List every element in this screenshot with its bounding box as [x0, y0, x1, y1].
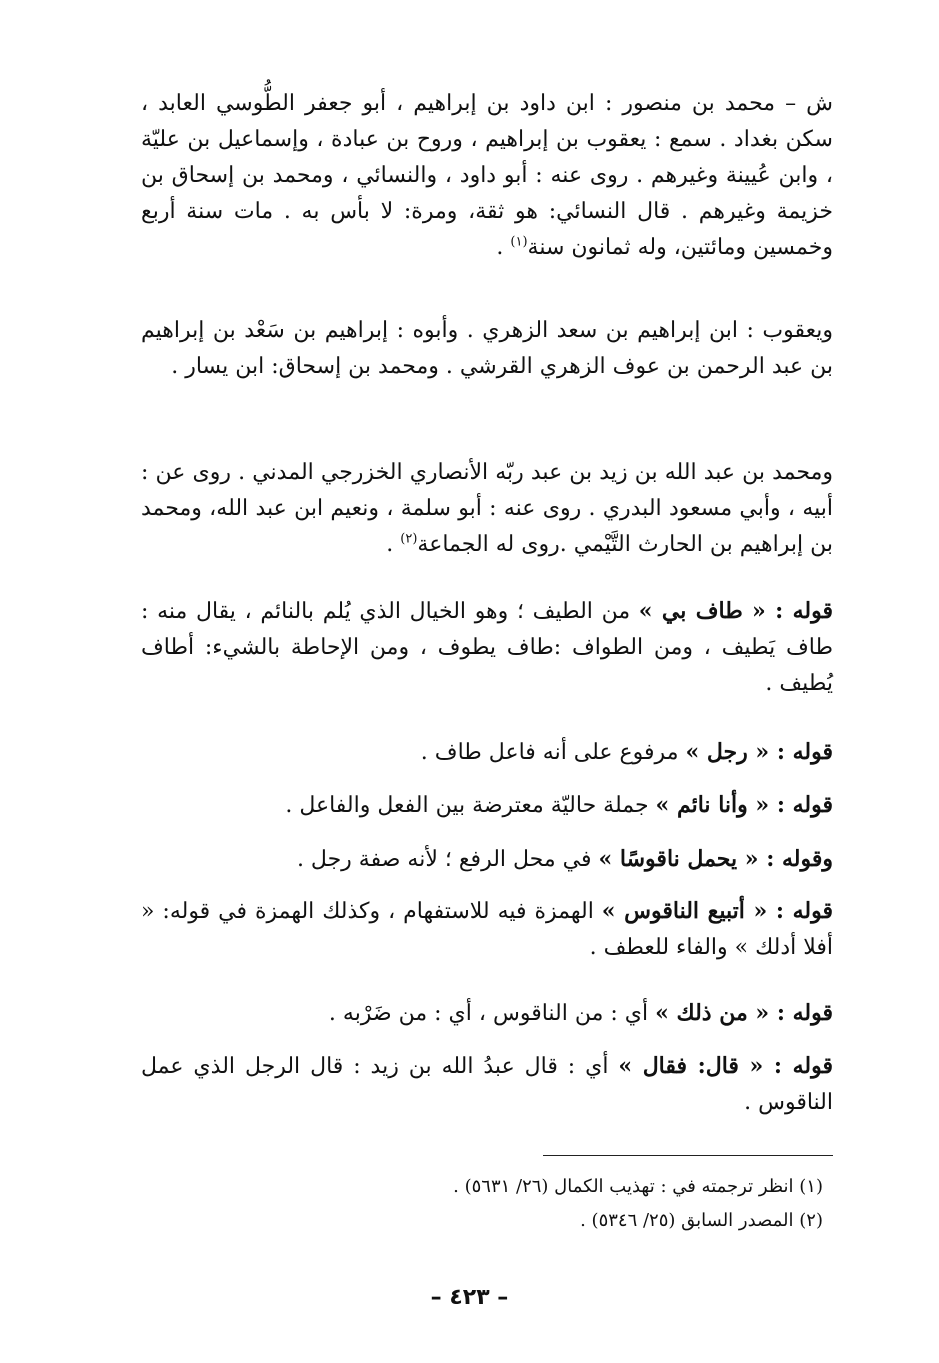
quoted-phrase: قوله : « وأنا نائم »	[655, 792, 833, 818]
footnote-2: (٢) المصدر السابق (٢٥/ ٥٣٤٦) .	[580, 1210, 823, 1231]
paragraph-text: ويعقوب : ابن إبراهيم بن سعد الزهري . وأبوه : إبراهيم بن سَعْد بن إبراهيم بن عبد الرحمن بن عوف الزهري القرشي . ومحمد بن إسحاق: ابن يسار .	[141, 318, 833, 379]
quoted-phrase: قوله : « طاف بي »	[638, 598, 833, 624]
paragraph-text: في محل الرفع ؛ لأنه صفة رجل .	[296, 847, 599, 872]
footnote-marker-2: (٢)	[400, 531, 418, 547]
paragraph-text: ومحمد بن عبد الله بن زيد بن عبد ربّه الأنصاري الخزرجي المدني . روى عن : أبيه ، وأبي مسعود البدري . روى عنه : أبو سلمة ، ونعيم ابن عبد الله، ومحمد بن إبراهيم بن الحارث التَّيْمي .روى له الجماعة	[141, 460, 833, 557]
quoted-phrase: قوله : « رجل »	[685, 739, 833, 765]
quoted-phrase: قوله : « أتبيع الناقوس »	[601, 898, 833, 924]
paragraph-text: ش – محمد بن منصور : ابن داود بن إبراهيم ، أبو جعفر الطُّوسي العابد ، سكن بغداد . سمع : يعقوب بن إبراهيم ، وروح بن عبادة ، وإسماعيل بن عليّة ، وابن عُيينة وغيرهم . روى عنه : أبو داود ، والنسائي ، ومحمد بن إسحاق بن خزيمة وغيرهم . قال النسائي: هو ثقة، ومرة: لا بأس به . مات سنة أربع وخمسين ومائتين، وله ثمانون سنة	[141, 91, 833, 260]
paragraph-rajul	[141, 734, 833, 771]
paragraph-qala-faqala	[141, 1048, 833, 1121]
paragraph-text: مرفوع على أنه فاعل طاف .	[420, 740, 686, 765]
paragraph-text: من الطيف ؛ وهو الخيال الذي يُلم بالنائم ، يقال منه : طاف يَطيف ، ومن الطواف :طاف يطوف ، ومن الإحاطة بالشيء: أطاف يُطيف .	[141, 599, 833, 696]
paragraph-muhammad-ibn-abdullah	[141, 455, 833, 563]
footnote-marker-1: (١)	[510, 234, 528, 250]
paragraph-wa-ana-naim	[141, 787, 833, 824]
paragraph-end: .	[496, 235, 511, 260]
page-number: – ٤٢٣ –	[430, 1285, 509, 1310]
paragraph-text: الهمزة فيه للاستفهام ، وكذلك الهمزة في قوله: « أفلا أدلك » والفاء للعطف .	[141, 899, 833, 960]
paragraph-end: .	[386, 532, 401, 557]
quoted-phrase: وقوله : « يحمل ناقوسًا »	[598, 846, 833, 872]
quoted-phrase: قوله : « قال: فقال »	[618, 1053, 833, 1079]
paragraph-text: جملة حاليّة معترضة بين الفعل والفاعل .	[285, 793, 656, 818]
paragraph-min-dhalik	[141, 995, 833, 1032]
paragraph-taf-bi	[141, 593, 833, 702]
paragraph-text: أي : من الناقوس ، أي : من ضَرْبه .	[328, 1001, 656, 1026]
paragraph-text: أي : قال عبدُ الله بن زيد : قال الرجل الذي عمل الناقوس .	[141, 1054, 833, 1115]
footnote-1: (١) انظر ترجمته في : تهذيب الكمال (٢٦/ ٥٦٣١) .	[453, 1176, 823, 1197]
paragraph-yahmil-naqusan	[141, 841, 833, 878]
paragraph-atabi-al-naqus	[141, 893, 833, 966]
paragraph-biography-muhammad-ibn-mansur	[141, 86, 833, 266]
quoted-phrase: قوله : « من ذلك »	[655, 1000, 833, 1026]
footnote-divider	[543, 1155, 833, 1156]
paragraph-yaqub-and-father	[141, 313, 833, 385]
